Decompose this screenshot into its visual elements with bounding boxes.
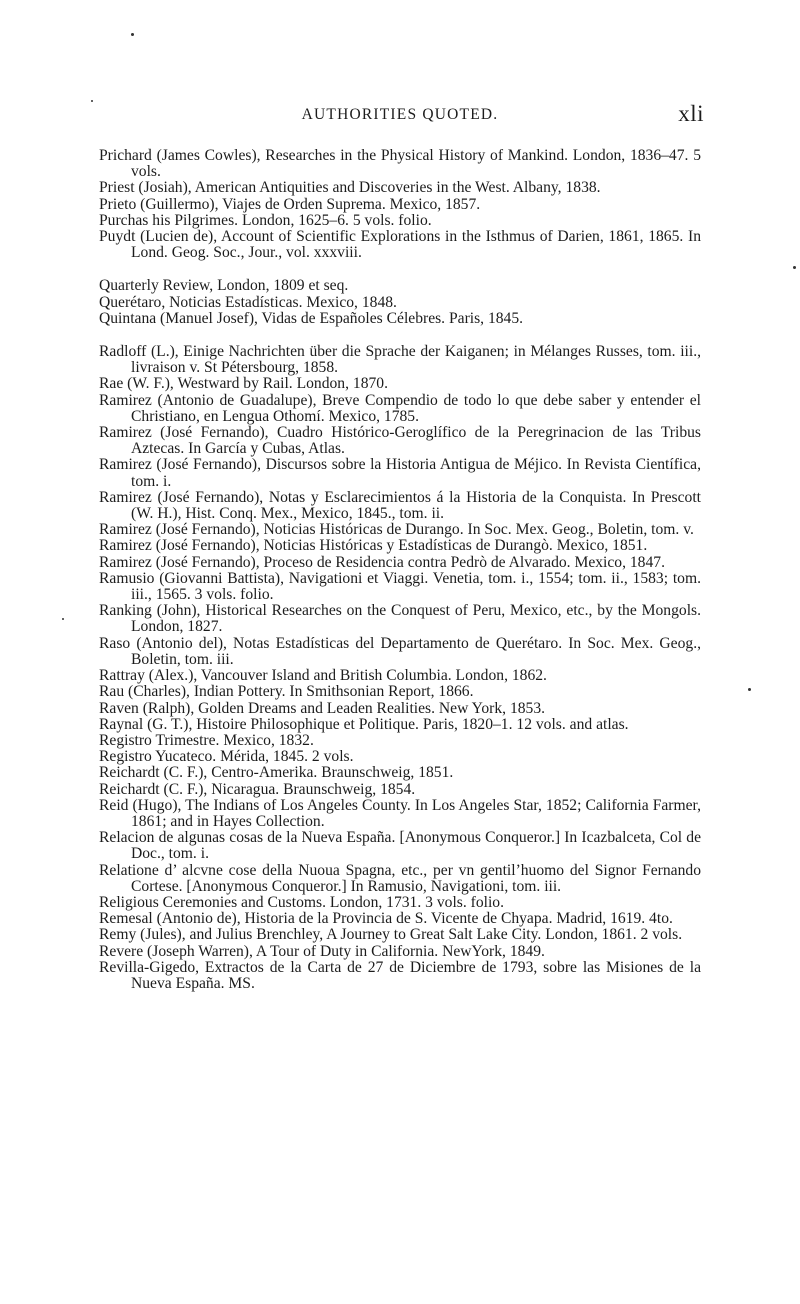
bibliography-entry: Revilla-Gigedo, Extractos de la Carta de 27 de Diciembre de 1793, sobre las Misiones de la Nueva España. MS.	[99, 958, 701, 992]
bibliography-entry: Registro Trimestre. Mexico, 1832.	[99, 731, 314, 749]
page-speck	[131, 33, 134, 36]
bibliography-entry: Ramirez (José Fernando), Cuadro Histórico-Geroglífico de la Peregrinacion de las Tribus Aztecas. In García y Cubas, Atlas.	[99, 424, 701, 458]
bibliography-group	[99, 278, 701, 327]
bibliography-entry: Relatione d’ alcvne cose della Nuoua Spagna, etc., per vn gentil’huomo del Signor Fernando Cortese. [Anonymous Conqueror.] In Ramusio, Navigationi, tom. iii.	[99, 861, 701, 895]
bibliography-entry: Rattray (Alex.), Vancouver Island and British Columbia. London, 1862.	[99, 667, 547, 685]
running-title: AUTHORITIES QUOTED.	[301, 106, 499, 123]
bibliography-entry: Priest (Josiah), American Antiquities and Discoveries in the West. Albany, 1838.	[99, 179, 601, 197]
bibliography-group	[99, 344, 701, 992]
bibliography-entry: Religious Ceremonies and Customs. London, 1731. 3 vols. folio.	[99, 893, 504, 911]
page-speck	[62, 618, 64, 620]
bibliography-entry: Querétaro, Noticias Estadísticas. Mexico, 1848.	[99, 293, 397, 311]
bibliography-group	[99, 148, 701, 261]
bibliography-entry: Prieto (Guillermo), Viajes de Orden Suprema. Mexico, 1857.	[99, 195, 481, 213]
bibliography-entry: Quarterly Review, London, 1809 et seq.	[99, 277, 349, 295]
bibliography-entry: Registro Yucateco. Mérida, 1845. 2 vols.	[99, 748, 354, 766]
bibliography-entry: Reid (Hugo), The Indians of Los Angeles County. In Los Angeles Star, 1852; California Farmer, 1861; and in Hayes Collection.	[99, 796, 701, 830]
bibliography-entry: Quintana (Manuel Josef), Vidas de Españoles Célebres. Paris, 1845.	[99, 309, 524, 327]
bibliography-entry: Reichardt (C. F.), Centro-Amerika. Braunschweig, 1851.	[99, 764, 454, 782]
bibliography-entry: Puydt (Lucien de), Account of Scientific Explorations in the Isthmus of Darien, 1861, 1865. In Lond. Geog. Soc., Jour., vol. xxxviii.	[99, 228, 701, 262]
bibliography-entry: Rau (Charles), Indian Pottery. In Smithsonian Report, 1866.	[99, 683, 474, 701]
bibliography-entry: Ramirez (Antonio de Guadalupe), Breve Compendio de todo lo que debe saber y entender el Christiano, en Lengua Othomí. Mexico, 1785.	[99, 391, 701, 425]
bibliography-entry: Ramirez (José Fernando), Discursos sobre la Historia Antigua de Méjico. In Revista Científica, tom. i.	[99, 456, 701, 490]
bibliography-entry: Reichardt (C. F.), Nicaragua. Braunschweig, 1854.	[99, 780, 416, 798]
bibliography-entry: Radloff (L.), Einige Nachrichten über die Sprache der Kaiganen; in Mélanges Russes, tom. iii., livraison v. St Pétersbourg, 1858.	[99, 343, 701, 377]
bibliography-entry: Ramirez (José Fernando), Noticias Históricas de Durango. In Soc. Mex. Geog., Boletin, tom. v.	[99, 521, 694, 539]
bibliography-entry: Raynal (G. T.), Histoire Philosophique et Politique. Paris, 1820–1. 12 vols. and atlas.	[99, 715, 629, 733]
page-speck	[748, 688, 751, 691]
bibliography-entry: Purchas his Pilgrimes. London, 1625–6. 5 vols. folio.	[99, 211, 432, 229]
page-number: xli	[678, 101, 704, 126]
bibliography-entry: Revere (Joseph Warren), A Tour of Duty in California. NewYork, 1849.	[99, 942, 545, 960]
bibliography-entry: Prichard (James Cowles), Researches in the Physical History of Mankind. London, 1836–47. 5 vols.	[99, 147, 701, 181]
bibliography-entry: Rae (W. F.), Westward by Rail. London, 1870.	[99, 375, 388, 393]
bibliography-entry: Ramirez (José Fernando), Notas y Esclarecimientos á la Historia de la Conquista. In Prescott (W. H.), Hist. Conq. Mex., Mexico, 1845., tom. ii.	[99, 488, 701, 523]
page-speck	[793, 266, 796, 269]
bibliography-entry: Ranking (John), Historical Researches on the Conquest of Peru, Mexico, etc., by the Mongols. London, 1827.	[99, 602, 701, 636]
page-speck	[91, 100, 93, 102]
running-header	[0, 101, 800, 134]
bibliography-entry: Ramirez (José Fernando), Proceso de Residencia contra Pedrò de Alvarado. Mexico, 1847.	[99, 553, 665, 571]
bibliography-entry: Remesal (Antonio de), Historia de la Provincia de S. Vicente de Chyapa. Madrid, 1619. 4to.	[99, 910, 673, 928]
bibliography-entry: Remy (Jules), and Julius Brenchley, A Journey to Great Salt Lake City. London, 1861. 2 vols.	[99, 926, 683, 944]
bibliography-entry: Raso (Antonio del), Notas Estadísticas del Departamento de Querétaro. In Soc. Mex. Geog., Boletin, tom. iii.	[99, 634, 701, 668]
bibliography-list	[99, 148, 701, 1009]
bibliography-entry: Relacion de algunas cosas de la Nueva España. [Anonymous Conqueror.] In Icazbalceta, Col de Doc., tom. i.	[99, 829, 701, 863]
bibliography-entry: Ramirez (José Fernando), Noticias Históricas y Estadísticas de Durangò. Mexico, 1851.	[99, 537, 648, 555]
bibliography-entry: Ramusio (Giovanni Battista), Navigationi et Viaggi. Venetia, tom. i., 1554; tom. ii., 1583; tom. iii., 1565. 3 vols. folio.	[99, 569, 701, 604]
bibliography-entry: Raven (Ralph), Golden Dreams and Leaden Realities. New York, 1853.	[99, 699, 546, 717]
